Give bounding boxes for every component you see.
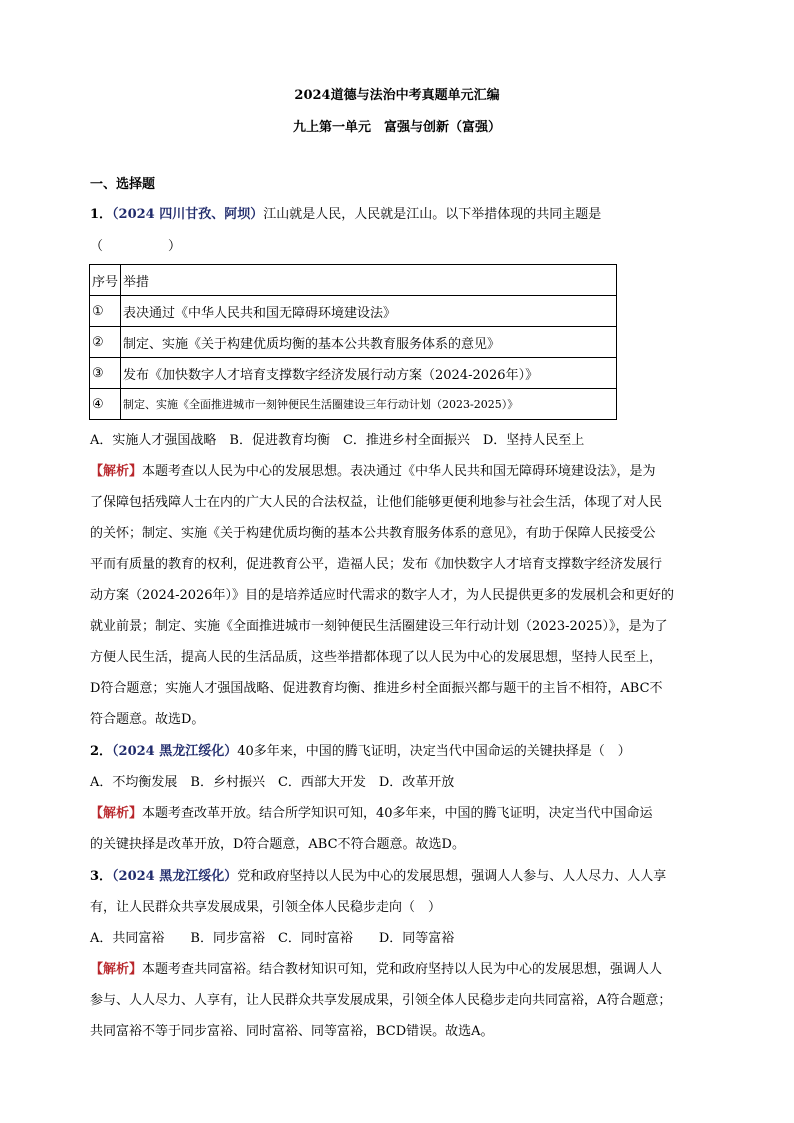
analysis-tag: 【解析】 bbox=[90, 464, 143, 479]
question-1-analysis-line bbox=[90, 463, 710, 481]
question-2-options: A．不均衡发展 B．乡村振兴 C．西部大开发 D．改革开放 bbox=[90, 775, 455, 790]
question-1-analysis-line: 动方案（2024-2026年）》目的是培养适应时代需求的数字人才，为人民提供更多的发展机会和更好的 bbox=[90, 588, 675, 603]
question-2-number: 2． bbox=[90, 744, 113, 759]
question-1-options: A．实施人才强国战略 B．促进教育均衡 C．推进乡村全面振兴 D．坚持人民至上 bbox=[90, 433, 585, 448]
question-1-source: （2024 四川甘孜、阿坝） bbox=[112, 207, 264, 222]
question-1-stem: 江山就是人民，人民就是江山。以下举措体现的共同主题是 bbox=[263, 207, 602, 222]
table-row bbox=[90, 358, 617, 389]
document-title: 2024道德与法治中考真题单元汇编 bbox=[294, 88, 500, 103]
question-2-source: （2024 黑龙江绥化） bbox=[112, 744, 238, 759]
question-3-number: 3． bbox=[90, 869, 113, 884]
question-3-analysis-line bbox=[90, 961, 710, 979]
question-3-analysis-line: 参与、人人尽力、人享有，让人民群众共享发展成果，引领全体人民稳步走向共同富裕，A符合题意； bbox=[90, 993, 672, 1008]
question-1-analysis-line: 就业前景；制定、实施《全面推进城市一刻钟便民生活圈建设三年行动计划（2023-2025）》，是为了 bbox=[90, 619, 668, 634]
table-row bbox=[90, 296, 617, 327]
table-cell-number: ① bbox=[90, 296, 121, 327]
table-cell-measure: 制定、实施《全面推进城市一刻钟便民生活圈建设三年行动计划（2023-2025）》 bbox=[121, 389, 617, 420]
section-heading: 一、选择题 bbox=[90, 177, 156, 192]
table-header-cell: 举措 bbox=[121, 265, 617, 296]
measures-table bbox=[89, 264, 617, 420]
analysis-text: 本题考查改革开放。结合所学知识可知，40多年来，中国的腾飞证明，决定当代中国命运 bbox=[142, 806, 653, 821]
question-1-number: 1． bbox=[90, 207, 113, 222]
question-1-analysis-line: 方便人民生活，提高人民的生活品质，这些举措都体现了以人民为中心的发展思想，坚持人民至上， bbox=[90, 650, 663, 665]
table-cell-number: ③ bbox=[90, 358, 121, 389]
table-cell-number: ② bbox=[90, 327, 121, 358]
analysis-tag: 【解析】 bbox=[90, 962, 143, 977]
table-cell-measure: 制定、实施《关于构建优质均衡的基本公共教育服务体系的意见》 bbox=[121, 327, 617, 358]
question-1-answer-bracket: （ ） bbox=[90, 239, 182, 254]
analysis-text: 本题考查共同富裕。结合教材知识可知，党和政府坚持以人民为中心的发展思想，强调人人 bbox=[142, 962, 663, 977]
question-1-analysis-line: 符合题意。故选D。 bbox=[90, 712, 205, 727]
question-1-stem-line bbox=[90, 206, 710, 224]
question-2-analysis-line: 的关键抉择是改革开放，D符合题意，ABC不符合题意。故选D。 bbox=[90, 837, 465, 852]
table-cell-measure: 发布《加快数字人才培育支撑数字经济发展行动方案（2024-2026年）》 bbox=[121, 358, 617, 389]
question-3-stem: 党和政府坚持以人民为中心的发展思想，强调人人参与、人人尽力、人人享 bbox=[237, 869, 667, 884]
document-subtitle: 九上第一单元 富强与创新（富强） bbox=[292, 120, 501, 135]
table-row bbox=[90, 389, 617, 420]
question-2-stem-line bbox=[90, 743, 710, 761]
question-1-analysis-line: D符合题意；实施人才强国战略、促进教育均衡、推进乡村全面振兴都与题干的主旨不相符，ABC不 bbox=[90, 681, 663, 696]
question-3-options: A．共同富裕 B．同步富裕 C．同时富裕 D．同等富裕 bbox=[90, 931, 455, 946]
table-row bbox=[90, 327, 617, 358]
question-3-source: （2024 黑龙江绥化） bbox=[112, 869, 238, 884]
table-cell-measure: 表决通过《中华人民共和国无障碍环境建设法》 bbox=[121, 296, 617, 327]
table-header-row bbox=[90, 265, 617, 296]
question-3-stem-line-2: 有，让人民群众共享发展成果，引领全体人民稳步走向（ ） bbox=[90, 900, 442, 915]
question-1-analysis-line: 平而有质量的教育的权利，促进教育公平，造福人民；发布《加快数字人才培育支撑数字经济发展行 bbox=[90, 557, 663, 572]
table-header-cell: 序号 bbox=[90, 265, 121, 296]
question-3-analysis-line: 共同富裕不等于同步富裕、同时富裕、同等富裕，BCD错误。故选A。 bbox=[90, 1024, 494, 1039]
question-1-analysis-line: 的关怀；制定、实施《关于构建优质均衡的基本公共教育服务体系的意见》，有助于保障人民接受公 bbox=[90, 526, 656, 541]
analysis-tag: 【解析】 bbox=[90, 806, 143, 821]
question-3-stem-line bbox=[90, 868, 710, 886]
question-2-stem: 40多年来，中国的腾飞证明，决定当代中国命运的关键抉择是（ ） bbox=[237, 744, 631, 759]
question-2-analysis-line bbox=[90, 805, 710, 823]
table-cell-number: ④ bbox=[90, 389, 121, 420]
analysis-text: 本题考查以人民为中心的发展思想。表决通过《中华人民共和国无障碍环境建设法》，是为 bbox=[142, 464, 656, 479]
question-1-analysis-line: 了保障包括残障人士在内的广大人民的合法权益，让他们能够更便利地参与社会生活，体现了对人民 bbox=[90, 495, 663, 510]
